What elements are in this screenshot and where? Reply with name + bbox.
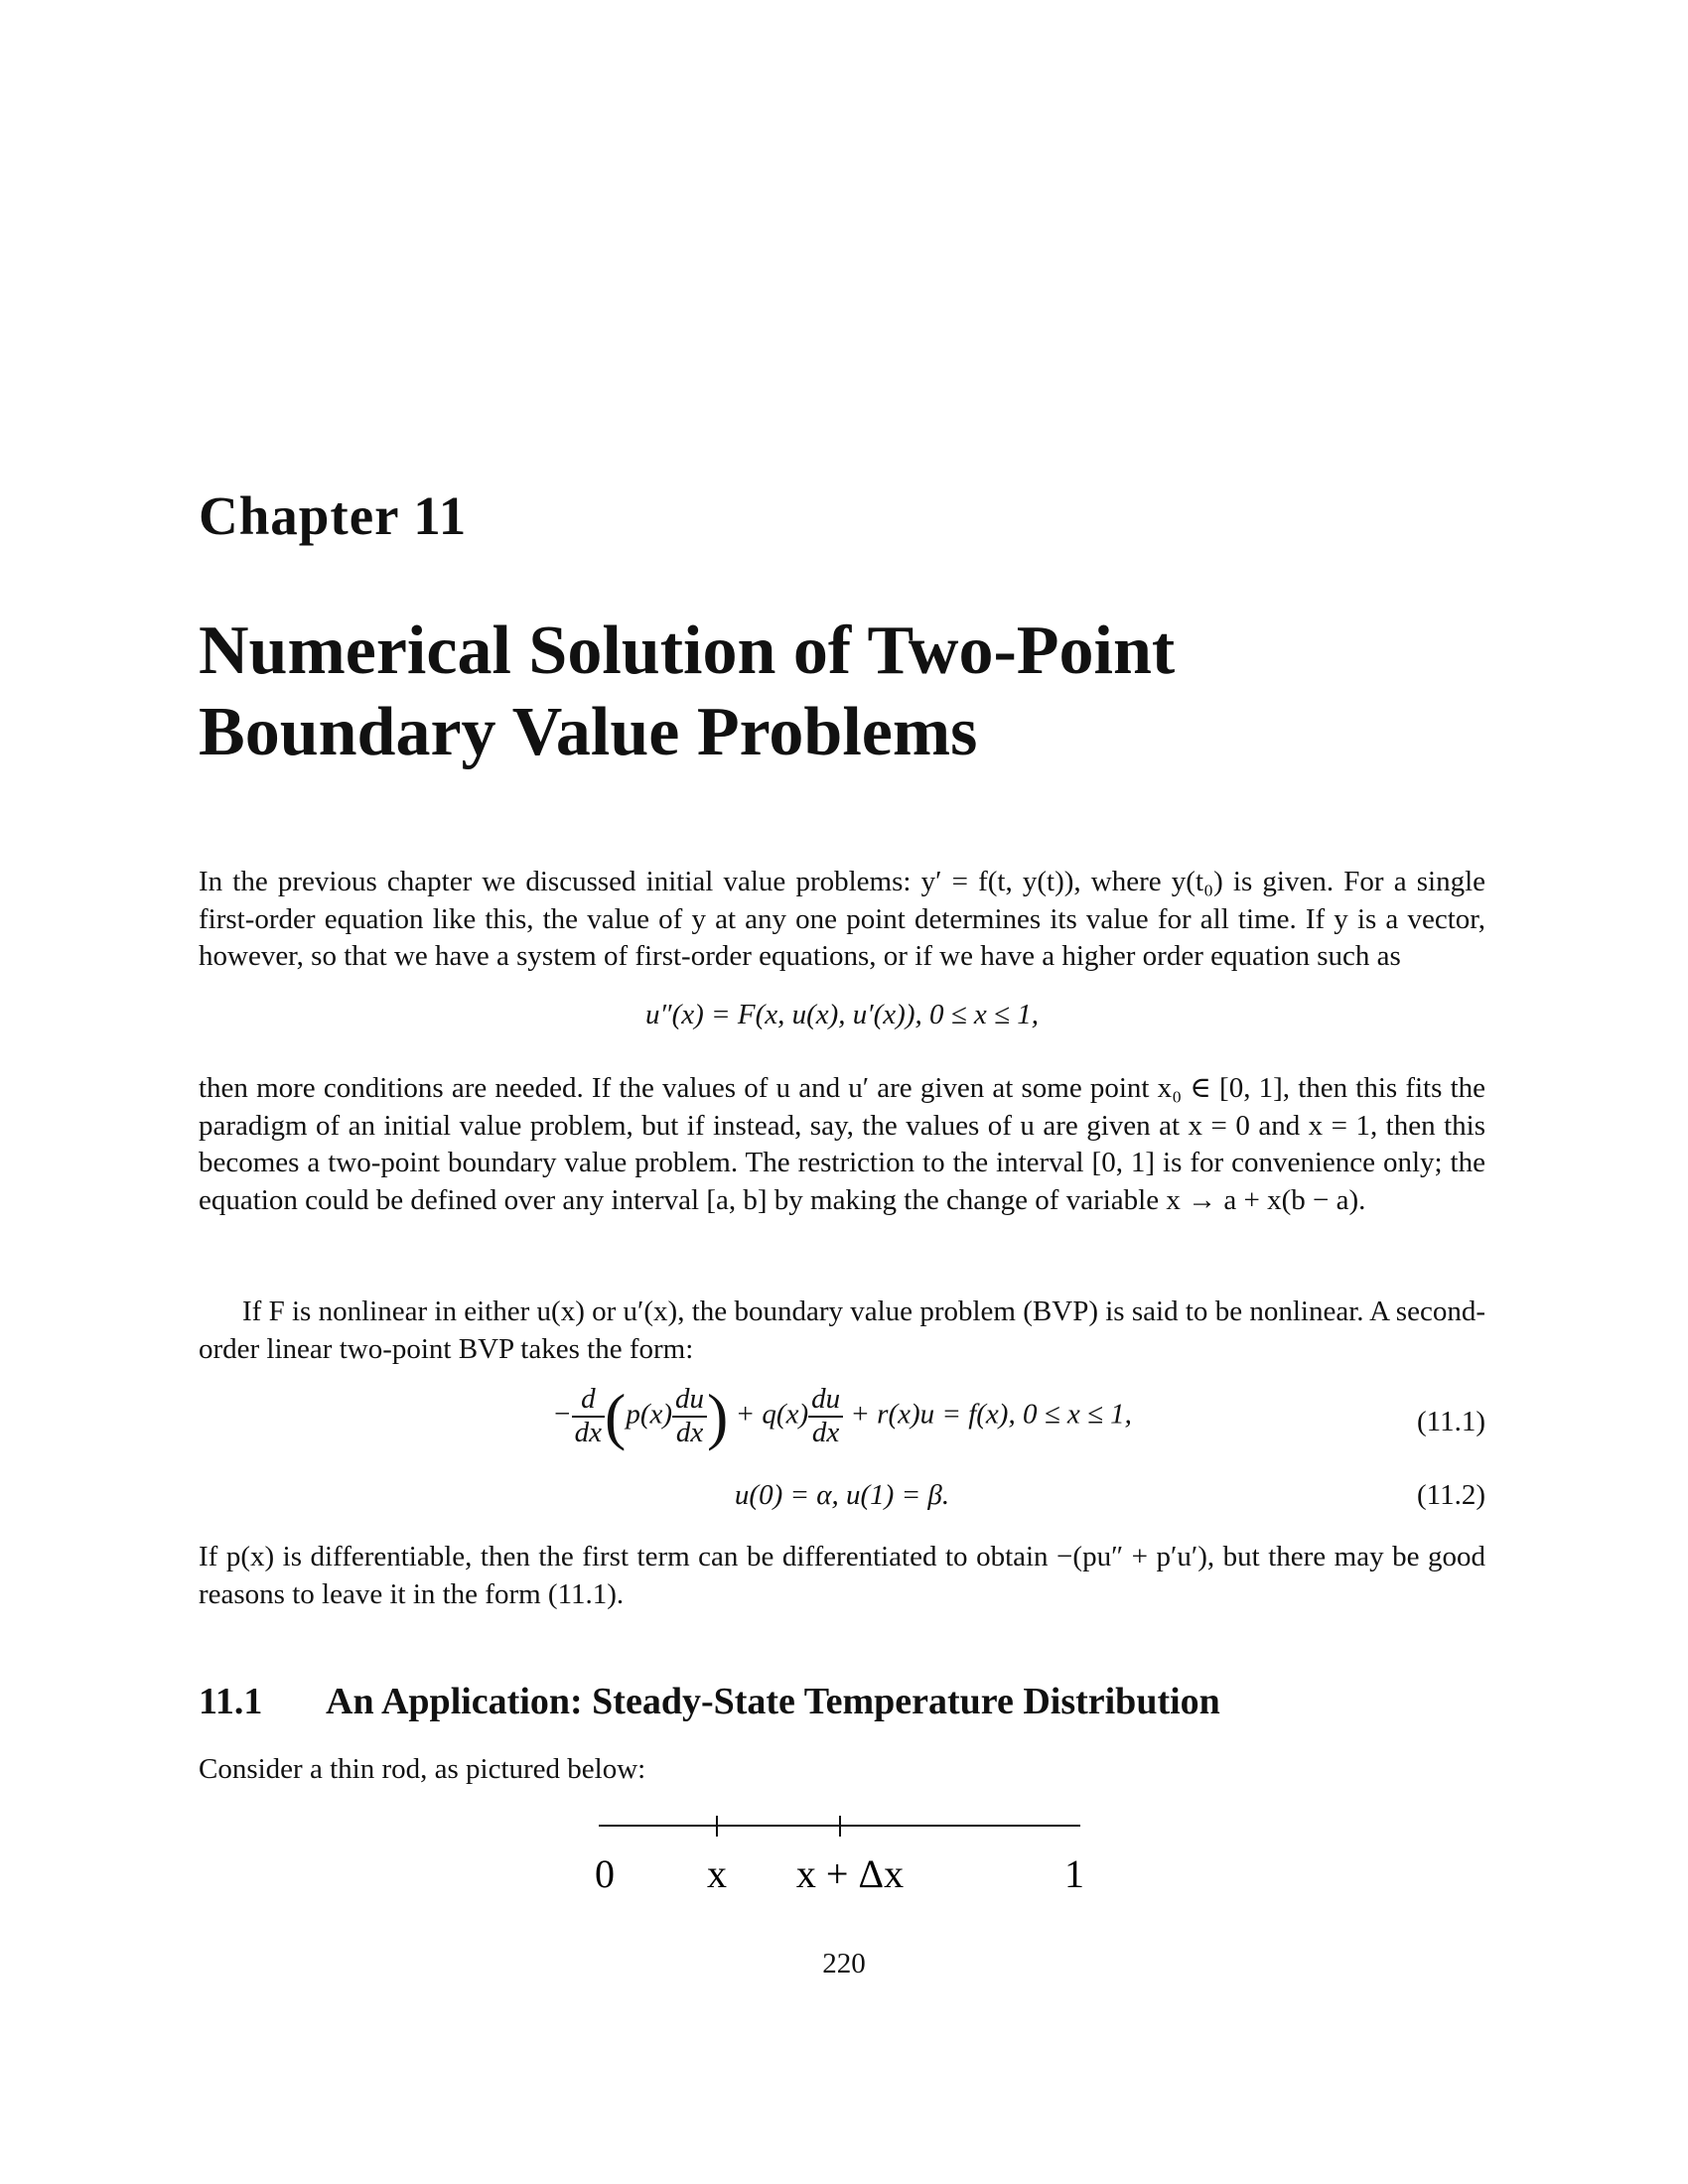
intro-paragraph-3: If F is nonlinear in either u(x) or u′(x), the boundary value problem (BVP) is said to be nonlinear. A second-order linear two-point BVP takes the form: xyxy=(199,1296,1485,1365)
rod-label-1: 1 xyxy=(1064,1851,1084,1896)
intro-paragraph-2: then more conditions are needed. If the values of u and u′ are given at some point x₀ ∈ [0, 1], then this fits the paradigm of an initial value problem, but if instead, say, the values of u are given at x = 0 and x = 1, then this becomes a two-point boundary value problem. The restriction to the interval [0, 1] is for convenience only; the equation could be defined over any interval [a, b] by making the change of variable x → a + x(b − a). xyxy=(199,1072,1485,1216)
equation-11-2 xyxy=(199,1479,1485,1519)
eq-frac-du-dx-2: $\frac{du}{dx}$ xyxy=(808,1384,843,1449)
eq-q: + q(x) xyxy=(735,1398,809,1431)
section-number: 11.1 xyxy=(199,1681,263,1722)
section-title: An Application: Steady-State Temperature Distribution xyxy=(326,1681,1220,1722)
eq-rest: + r(x)u = f(x), 0 ≤ x ≤ 1, xyxy=(850,1398,1132,1431)
after-paragraph: If p(x) is differentiable, then the first term can be differentiated to obtain −(pu″ + p′u′), but there may be good reasons to leave it in the form (11.1). xyxy=(199,1541,1485,1610)
intro-paragraph-1: In the previous chapter we discussed initial value problems: y′ = f(t, y(t)), where y(t₀) is given. For a single first-order equation like this, the value of y at any one point determines its value for all time. If y is a vector, however, so that we have a system of first-order equations, or if we have a higher order equation such as xyxy=(199,866,1485,972)
chapter-label: Chapter 11 xyxy=(199,485,468,546)
eq-p: p(x) xyxy=(626,1398,673,1431)
equation-number-11-2: (11.2) xyxy=(1417,1479,1485,1511)
equation-11-1-body: − $\frac{d}{dx}$ (p(x) $\frac{du}{dx}$ ) + q(x) $\frac{du}{dx}$ + r(x)u = f(x), 0 ≤ x ≤ 1, xyxy=(552,1381,1132,1451)
equation-ode xyxy=(199,999,1485,1038)
eq-frac-d-dx: $\frac{d}{dx}$ xyxy=(572,1384,605,1449)
equation-11-1 xyxy=(199,1380,1485,1469)
equation-11-2-body: u(0) = α, u(1) = β. xyxy=(734,1479,950,1511)
equation-number-11-1: (11.1) xyxy=(1417,1406,1485,1437)
eq-minus: − xyxy=(552,1398,572,1431)
rod-label-0: 0 xyxy=(595,1851,615,1896)
eq-frac-du-dx: $\frac{du}{dx}$ xyxy=(672,1384,707,1449)
page-number: 220 xyxy=(822,1948,866,1979)
chapter-title: Numerical Solution of Two-Point Boundary Value Problems xyxy=(199,613,1176,770)
rod-label-x: x xyxy=(707,1851,727,1896)
section-heading xyxy=(199,1680,1220,1723)
equation-ode-body: u″(x) = F(x, u(x), u′(x)), 0 ≤ x ≤ 1, xyxy=(645,999,1039,1030)
rod-label-x-dx: x + Δx xyxy=(795,1851,905,1896)
section-paragraph-1: Consider a thin rod, as pictured below: xyxy=(199,1753,646,1785)
